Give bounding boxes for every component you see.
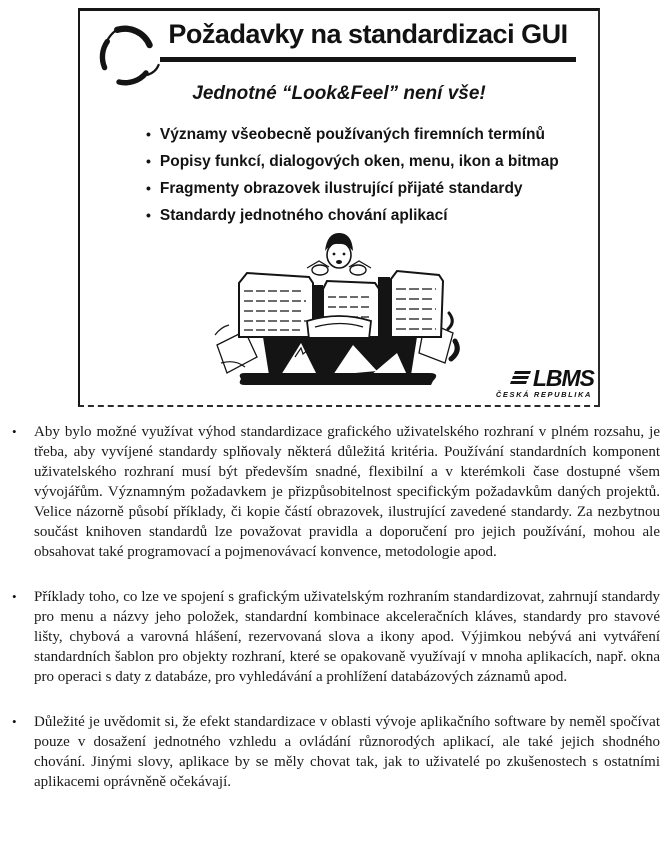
- lbms-logo: [496, 367, 594, 399]
- slide-bullet-item: • Významy všeobecně používaných firemních termínů: [146, 121, 559, 148]
- bullet-dot: •: [12, 589, 17, 604]
- bullet-dot: •: [12, 424, 17, 439]
- slide-header: [160, 19, 576, 62]
- note-text: Příklady toho, co lze ve spojení s grafickým uživatelským rozhraním standardizovat, zahrnují standardy pro menu a názvy jeho položek, standardní kombinace akceleračních kláves, standardy pro stavové lišty, chybová a varovná hlášení, rezervovaná slova a ikony apod. Výjimkou nebývá ani vytváření standardních šablon pro objekty rozhraní, které se opakovaně využívají v mnoha aplikacích, např. okna pro operaci s daty z databáze, pro vyhledávání a prohlížení databázových záznamů apod.: [34, 589, 660, 685]
- slide-subtitle: Jednotné “Look&Feel” není vše!: [192, 83, 486, 104]
- slide-frame: [78, 8, 600, 407]
- note-paragraph: [10, 712, 660, 792]
- note-paragraph: [10, 587, 660, 687]
- notes-section: [10, 422, 660, 817]
- circular-swoosh-icon: [92, 19, 164, 91]
- note-text: Aby bylo možné využívat výhod standardizace grafického uživatelského rozhraní v plném rozsahu, je třeba, aby vyvíjené standardy splňovaly některá důležitá kritéria. Používání standardních komponent uživatelského rozhraní musí být především snadné, flexibilní a v kterémkoli čase dostupné všem vývojářům. Významným požadavkem je přizpůsobitelnost specifickým požadavkům daných projektů. Velice názorně působí příklady, či kopie částí obrazovek, ilustrující zavedené standardy. Za nezbytnou součást knihoven standardů lze považovat pravidla a doporučení pro jejich používání, mohou ale obsahovat také programovací a pojmenovávací konvence, metodologie apod.: [34, 424, 660, 560]
- slide-bullet-item: • Fragmenty obrazovek ilustrující přijaté standardy: [146, 175, 559, 202]
- lbms-logo-subtext: ČESKÁ REPUBLIKA: [495, 390, 592, 399]
- lbms-stripes-icon: [509, 369, 531, 387]
- slide-bullet-item: • Popisy funkcí, dialogových oken, menu, ikon a bitmap: [146, 148, 559, 175]
- paper-stacks-illustration-icon: [211, 223, 467, 395]
- slide-title: Požadavky na standardizaci GUI: [168, 19, 568, 49]
- note-paragraph: [10, 422, 660, 562]
- slide-bullet-list: [146, 121, 559, 229]
- note-text: Důležité je uvědomit si, že efekt standardizace v oblasti vývoje aplikačního software by neměl spočívat pouze v dosažení jednotného vzhledu a ovládání různorodých aplikací, ale také jejich shodného chování. Jinými slovy, aplikace by se měly chovat tak, jak to uživatelé po zkušenostech s ostatními aplikacemi oprávněně očekávají.: [34, 714, 660, 790]
- bullet-dot: •: [12, 714, 17, 729]
- slide-bullet-item: • Standardy jednotného chování aplikací: [146, 202, 559, 229]
- lbms-logo-text: LBMS: [532, 365, 594, 391]
